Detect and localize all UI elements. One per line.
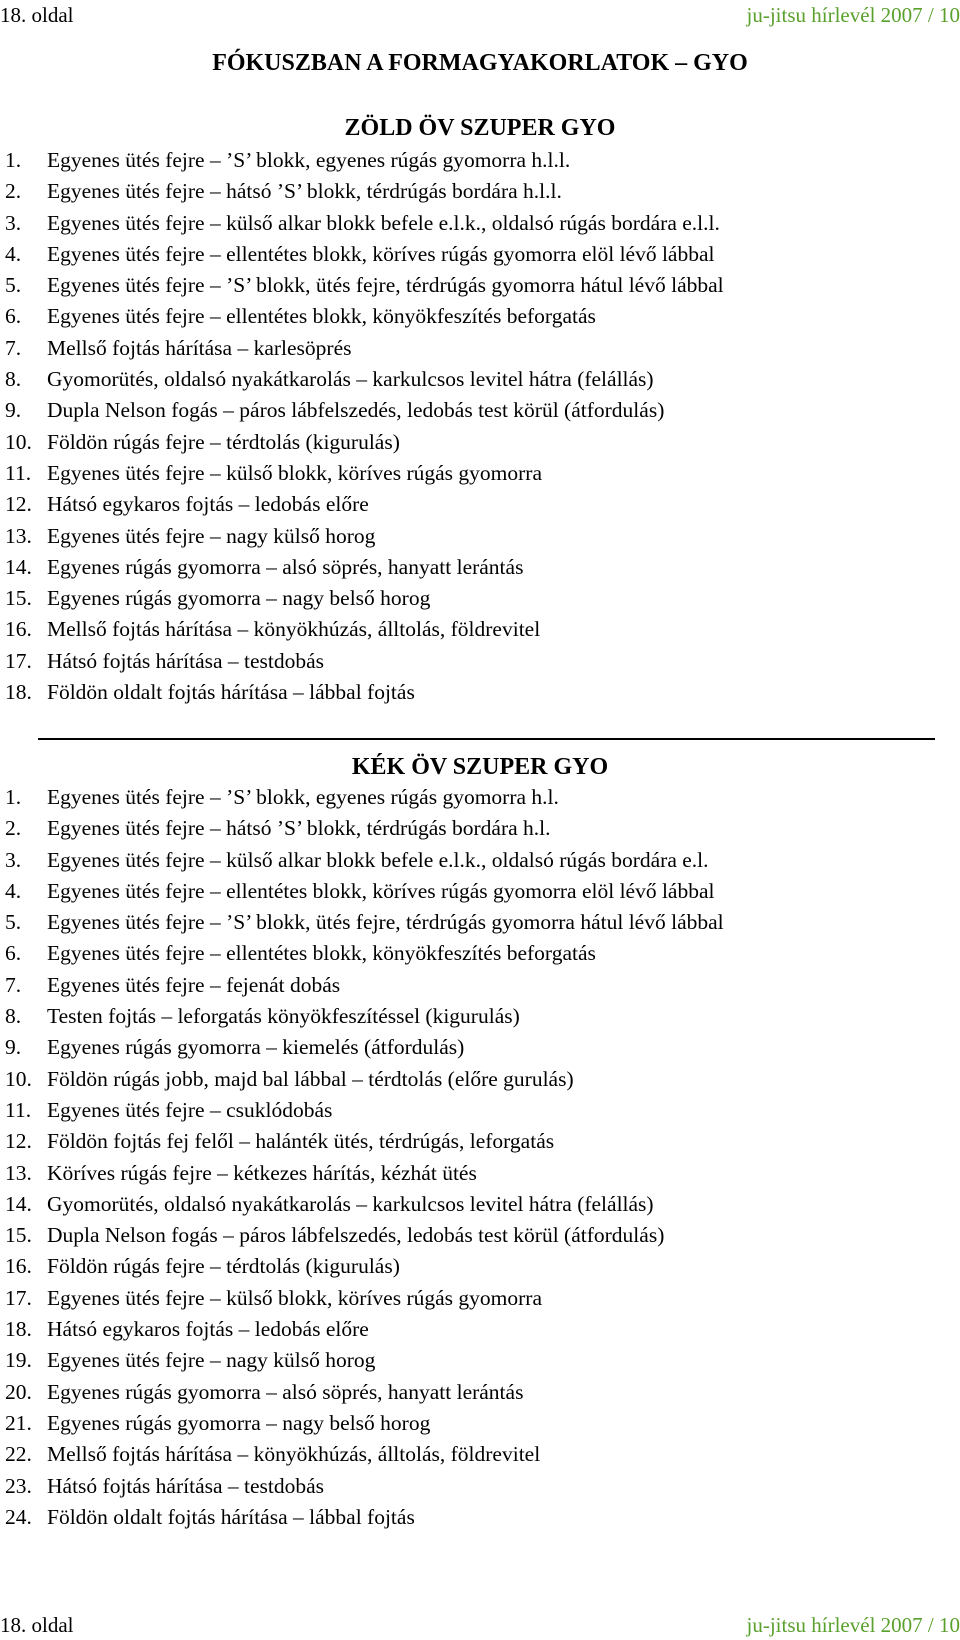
- footer-publication-name: ju-jitsu hírlevél 2007 / 10: [746, 1613, 960, 1637]
- item-text: Egyenes ütés fejre – nagy külső horog: [47, 1348, 376, 1373]
- item-text: Egyenes ütés fejre – külső alkar blokk befele e.l.k., oldalsó rúgás bordára e.l.l.: [47, 210, 720, 235]
- item-text: Földön rúgás jobb, majd bal lábbal – térdtolás (előre gurulás): [47, 1066, 574, 1091]
- item-number: 18.: [5, 680, 32, 705]
- item-text: Egyenes ütés fejre – ’S’ blokk, ütés fejre, térdrúgás gyomorra hátul lévő lábbal: [47, 273, 724, 298]
- green-belt-section-title: ZÖLD ÖV SZUPER GYO: [344, 115, 616, 141]
- list-item: [5, 145, 724, 176]
- item-text: Hátsó fojtás hárítása – testdobás: [47, 1473, 325, 1498]
- list-item: [5, 1408, 724, 1439]
- item-number: 20.: [5, 1379, 32, 1404]
- list-item: [5, 1095, 724, 1126]
- list-item: [5, 1064, 724, 1095]
- list-item: [5, 1189, 724, 1220]
- item-text: Hátsó egykaros fojtás – ledobás előre: [47, 492, 369, 517]
- list-item: [5, 938, 724, 969]
- item-text: Mellső fojtás hárítása – karlesöprés: [47, 335, 352, 360]
- item-number: 1.: [5, 148, 22, 172]
- item-number: 3.: [5, 210, 22, 235]
- list-item: [5, 1345, 724, 1376]
- item-text: Egyenes ütés fejre – ’S’ blokk, egyenes rúgás gyomorra h.l.: [47, 785, 559, 809]
- item-number: 6.: [5, 304, 22, 329]
- item-text: Egyenes ütés fejre – ellentétes blokk, könyökfeszítés beforgatás: [47, 941, 596, 966]
- item-number: 12.: [5, 492, 32, 517]
- item-text: Egyenes rúgás gyomorra – nagy belső horog: [47, 586, 431, 611]
- list-item: [5, 1032, 724, 1063]
- list-item: [5, 677, 724, 708]
- item-number: 17.: [5, 1285, 32, 1310]
- item-text: Egyenes ütés fejre – hátsó ’S’ blokk, térdrúgás bordára h.l.: [47, 816, 551, 841]
- list-item: [5, 427, 724, 458]
- list-item: [5, 1439, 724, 1470]
- item-number: 13.: [5, 1160, 32, 1185]
- item-text: Földön oldalt fojtás hárítása – lábbal fojtás: [47, 680, 415, 705]
- item-text: Testen fojtás – leforgatás könyökfeszítéssel (kigurulás): [47, 1004, 520, 1029]
- item-text: Egyenes ütés fejre – külső blokk, köríves rúgás gyomorra: [47, 460, 542, 485]
- item-number: 4.: [5, 241, 22, 266]
- item-number: 15.: [5, 586, 32, 611]
- list-item: [5, 782, 724, 813]
- item-text: Egyenes rúgás gyomorra – nagy belső horog: [47, 1410, 431, 1435]
- list-item: [5, 364, 724, 395]
- item-number: 15.: [5, 1223, 32, 1248]
- list-item: [5, 845, 724, 876]
- page-number: 18. oldal: [0, 3, 74, 27]
- item-text: Egyenes ütés fejre – külső blokk, köríves rúgás gyomorra: [47, 1285, 542, 1310]
- item-text: Egyenes ütés fejre – ellentétes blokk, köríves rúgás gyomorra elöl lévő lábbal: [47, 878, 715, 903]
- green-belt-technique-list: [5, 145, 724, 708]
- list-item: [5, 395, 724, 426]
- item-number: 11.: [5, 1097, 32, 1122]
- item-number: 16.: [5, 617, 32, 642]
- item-text: Dupla Nelson fogás – páros lábfelszedés, ledobás test körül (átfordulás): [47, 398, 665, 423]
- item-text: Mellső fojtás hárítása – könyökhúzás, álltolás, földrevitel: [47, 617, 541, 642]
- item-number: 14.: [5, 1191, 32, 1216]
- page-title: FÓKUSZBAN A FORMAGYAKORLATOK – GYO: [212, 50, 748, 76]
- list-item: [5, 1251, 724, 1282]
- list-item: [5, 646, 724, 677]
- item-number: 23.: [5, 1473, 32, 1498]
- list-item: [5, 583, 724, 614]
- item-number: 7.: [5, 335, 22, 360]
- item-text: Mellső fojtás hárítása – könyökhúzás, álltolás, földrevitel: [47, 1442, 541, 1467]
- item-text: Gyomorütés, oldalsó nyakátkarolás – karkulcsos levitel hátra (felállás): [47, 367, 654, 392]
- list-item: [5, 970, 724, 1001]
- item-text: Hátsó egykaros fojtás – ledobás előre: [47, 1317, 369, 1342]
- page-header: [0, 0, 960, 30]
- list-item: [5, 333, 724, 364]
- item-text: Egyenes ütés fejre – külső alkar blokk befele e.l.k., oldalsó rúgás bordára e.l.: [47, 847, 709, 872]
- list-item: [5, 907, 724, 938]
- item-number: 3.: [5, 847, 22, 872]
- item-number: 9.: [5, 1035, 22, 1060]
- item-number: 4.: [5, 878, 22, 903]
- blue-belt-technique-list: [5, 782, 724, 1533]
- item-number: 16.: [5, 1254, 32, 1279]
- item-text: Egyenes ütés fejre – fejenát dobás: [47, 972, 341, 997]
- item-text: Köríves rúgás fejre – kétkezes hárítás, kézhát ütés: [47, 1160, 477, 1185]
- item-text: Földön fojtás fej felől – halánték ütés, térdrúgás, leforgatás: [47, 1129, 555, 1154]
- item-number: 2.: [5, 816, 22, 841]
- list-item: [5, 1471, 724, 1502]
- item-text: Hátsó fojtás hárítása – testdobás: [47, 648, 325, 673]
- item-number: 11.: [5, 460, 32, 485]
- list-item: [5, 552, 724, 583]
- item-number: 8.: [5, 1004, 22, 1029]
- list-item: [5, 301, 724, 332]
- item-text: Egyenes rúgás gyomorra – alsó söprés, hanyatt lerántás: [47, 554, 524, 579]
- item-number: 13.: [5, 523, 32, 548]
- list-item: [5, 1377, 724, 1408]
- list-item: [5, 521, 724, 552]
- list-item: [5, 270, 724, 301]
- list-item: [5, 239, 724, 270]
- item-text: Földön rúgás fejre – térdtolás (kigurulás): [47, 429, 400, 454]
- list-item: [5, 489, 724, 520]
- item-number: 17.: [5, 648, 32, 673]
- item-number: 10.: [5, 1066, 32, 1091]
- list-item: [5, 208, 724, 239]
- section-divider: [38, 738, 935, 740]
- item-number: 7.: [5, 972, 22, 997]
- item-number: 10.: [5, 429, 32, 454]
- item-text: Egyenes rúgás gyomorra – alsó söprés, hanyatt lerántás: [47, 1379, 524, 1404]
- list-item: [5, 813, 724, 844]
- item-text: Gyomorütés, oldalsó nyakátkarolás – karkulcsos levitel hátra (felállás): [47, 1191, 654, 1216]
- item-number: 21.: [5, 1410, 32, 1435]
- item-text: Egyenes ütés fejre – ’S’ blokk, egyenes rúgás gyomorra h.l.l.: [47, 148, 571, 172]
- item-number: 22.: [5, 1442, 32, 1467]
- item-number: 12.: [5, 1129, 32, 1154]
- list-item: [5, 1502, 724, 1533]
- item-number: 24.: [5, 1504, 32, 1529]
- item-text: Dupla Nelson fogás – páros lábfelszedés, ledobás test körül (átfordulás): [47, 1223, 665, 1248]
- item-number: 5.: [5, 273, 22, 298]
- publication-name: ju-jitsu hírlevél 2007 / 10: [746, 3, 960, 27]
- item-number: 18.: [5, 1317, 32, 1342]
- item-number: 1.: [5, 785, 22, 809]
- item-text: Egyenes ütés fejre – csuklódobás: [47, 1097, 333, 1122]
- item-number: 6.: [5, 941, 22, 966]
- item-number: 14.: [5, 554, 32, 579]
- list-item: [5, 1220, 724, 1251]
- list-item: [5, 1314, 724, 1345]
- list-item: [5, 176, 724, 207]
- blue-belt-section-title: KÉK ÖV SZUPER GYO: [351, 754, 609, 780]
- item-number: 19.: [5, 1348, 32, 1373]
- item-text: Földön oldalt fojtás hárítása – lábbal fojtás: [47, 1504, 415, 1529]
- item-number: 5.: [5, 910, 22, 935]
- item-number: 2.: [5, 179, 22, 204]
- list-item: [5, 458, 724, 489]
- item-text: Egyenes ütés fejre – hátsó ’S’ blokk, térdrúgás bordára h.l.l.: [47, 179, 562, 204]
- item-text: Egyenes ütés fejre – ellentétes blokk, könyökfeszítés beforgatás: [47, 304, 596, 329]
- item-text: Egyenes rúgás gyomorra – kiemelés (átfordulás): [47, 1035, 465, 1060]
- item-text: Egyenes ütés fejre – ellentétes blokk, köríves rúgás gyomorra elöl lévő lábbal: [47, 241, 715, 266]
- item-text: Földön rúgás fejre – térdtolás (kigurulás): [47, 1254, 400, 1279]
- footer-page-number: 18. oldal: [0, 1613, 74, 1637]
- list-item: [5, 1158, 724, 1189]
- item-text: Egyenes ütés fejre – ’S’ blokk, ütés fejre, térdrúgás gyomorra hátul lévő lábbal: [47, 910, 724, 935]
- list-item: [5, 614, 724, 645]
- list-item: [5, 876, 724, 907]
- item-text: Egyenes ütés fejre – nagy külső horog: [47, 523, 376, 548]
- item-number: 8.: [5, 367, 22, 392]
- list-item: [5, 1283, 724, 1314]
- list-item: [5, 1126, 724, 1157]
- item-number: 9.: [5, 398, 22, 423]
- list-item: [5, 1001, 724, 1032]
